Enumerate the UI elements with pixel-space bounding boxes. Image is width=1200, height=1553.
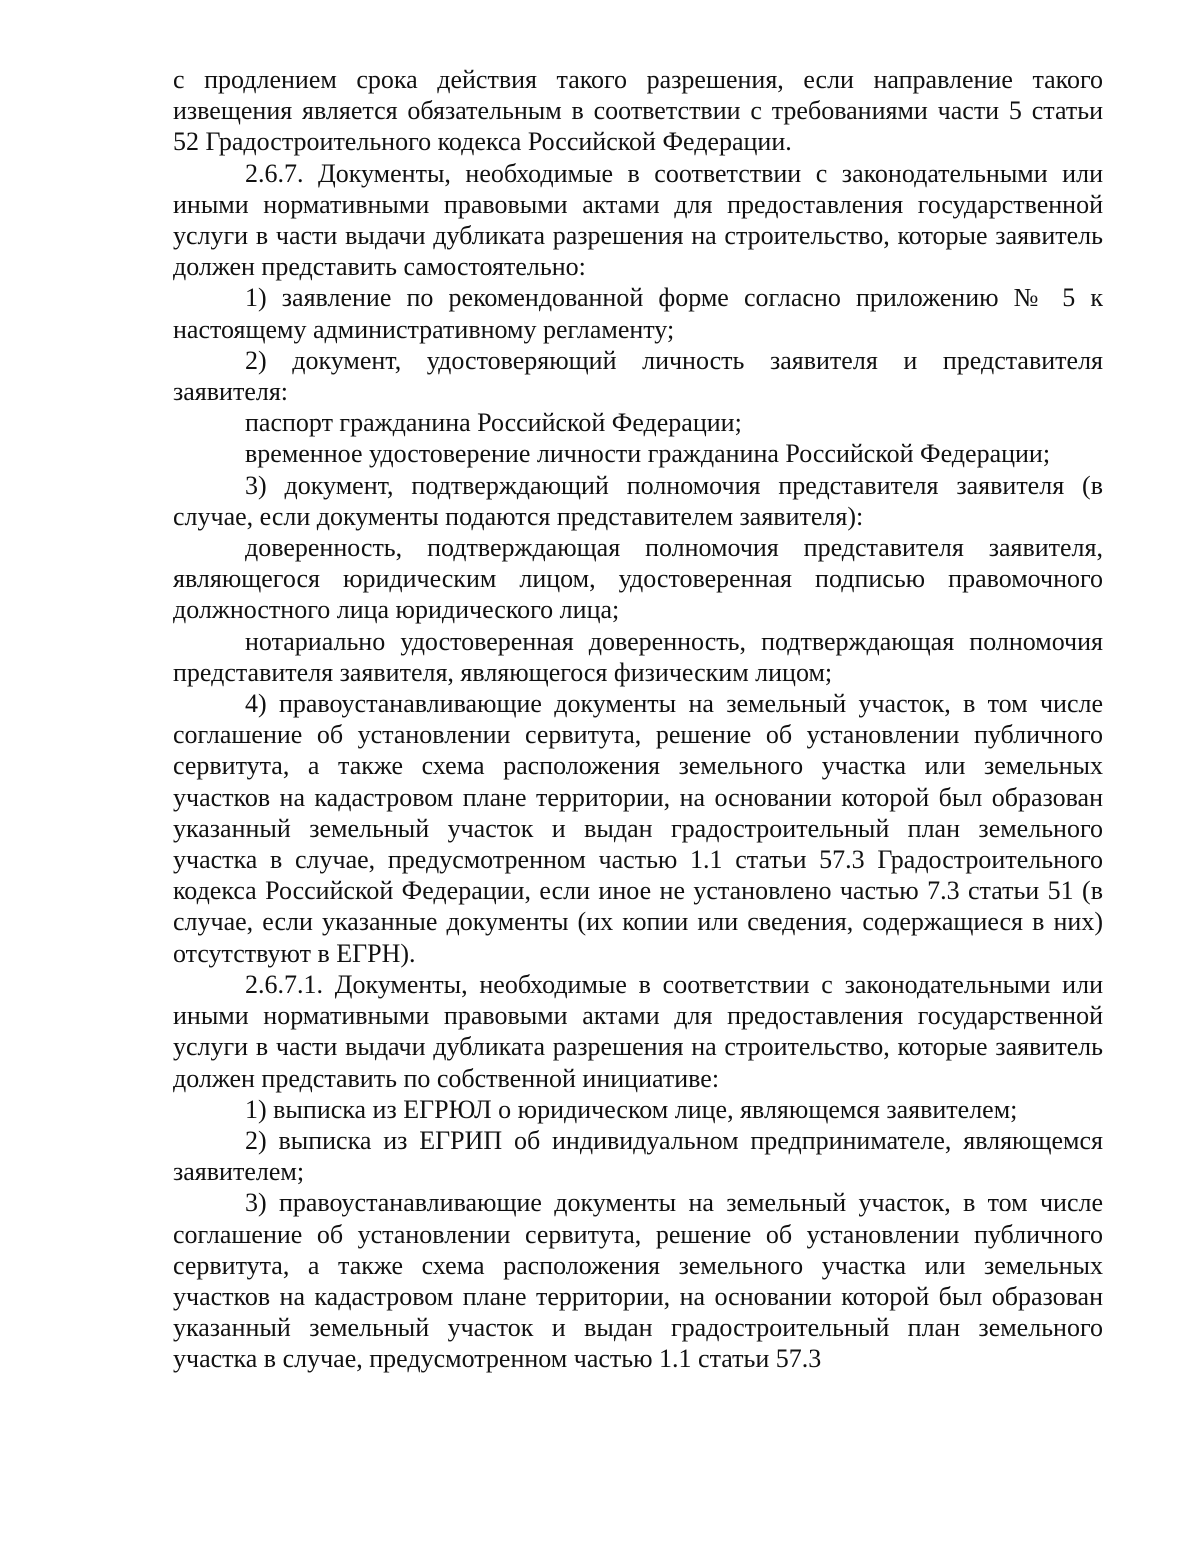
list-item-application: 1) заявление по рекомендованной форме согласно приложению № 5 к настоящему административному регламенту; <box>173 283 1103 344</box>
list-item-authority-document: 3) документ, подтверждающий полномочия представителя заявителя (в случае, если документы подаются представителем заявителя): <box>173 470 1103 531</box>
list-item-land-title-documents-2: 3) правоустанавливающие документы на земельный участок, в том числе соглашение об установлении сервитута, решение об установлении публичного сервитута, а также схема расположения земельного участка или земельных участков на кадастровом плане территории, на основании которой был образован указанный земельный участок и выдан градостроительный план земельного участка в случае, предусмотренном частью 1.1 статьи 57.3 <box>173 1188 1103 1374</box>
sub-item-passport: паспорт гражданина Российской Федерации; <box>245 408 742 438</box>
list-item-identity-document: 2) документ, удостоверяющий личность заявителя и представителя заявителя: <box>173 345 1103 407</box>
paragraph-2-6-7-1: 2.6.7.1. Документы, необходимые в соответствии с законодательными или иными нормативными правовыми актами для предоставления государственной услуги в части выдачи дубликата разрешения на строительство, которые заявитель должен представить по собственной инициативе: <box>173 969 1103 1093</box>
sub-item-legal-entity-power-of-attorney: доверенность, подтверждающая полномочия представителя заявителя, являющегося юридическим лицом, удостоверенная подписью правомочного должностного лица юридического лица; <box>173 533 1103 625</box>
list-item-land-title-documents: 4) правоустанавливающие документы на земельный участок, в том числе соглашение об установлении сервитута, решение об установлении публичного сервитута, а также схема расположения земельного участка или земельных участков на кадастровом плане территории, на основании которой был образован указанный земельный участок и выдан градостроительный план земельного участка в случае, предусмотренном частью 1.1 статьи 57.3 Градостроительного кодекса Российской Федерации, если иное не установлено частью 7.3 статьи 51 (в случае, если указанные документы (их копии или сведения, содержащиеся в них) отсутствуют в ЕГРН). <box>173 689 1103 968</box>
sub-item-notarial-power-of-attorney: нотариально удостоверенная доверенность, подтверждающая полномочия представителя заявителя, являющегося физическим лицом; <box>173 626 1103 687</box>
list-item-egrul-extract: 1) выписка из ЕГРЮЛ о юридическом лице, являющемся заявителем; <box>245 1094 1018 1124</box>
sub-item-temporary-id: временное удостоверение личности гражданина Российской Федерации; <box>245 439 1051 469</box>
paragraph-2-6-7: 2.6.7. Документы, необходимые в соответствии с законодательными или иными нормативными правовыми актами для предоставления государственной услуги в части выдачи дубликата разрешения на строительство, которые заявитель должен представить самостоятельно: <box>173 158 1103 282</box>
document-body <box>173 64 1103 1375</box>
list-item-egrip-extract: 2) выписка из ЕГРИП об индивидуальном предпринимателе, являющемся заявителем; <box>173 1125 1103 1187</box>
paragraph-continuation: с продлением срока действия такого разрешения, если направление такого извещения является обязательным в соответствии с требованиями части 5 статьи 52 Градостроительного кодекса Российской Федерации. <box>173 65 1103 157</box>
